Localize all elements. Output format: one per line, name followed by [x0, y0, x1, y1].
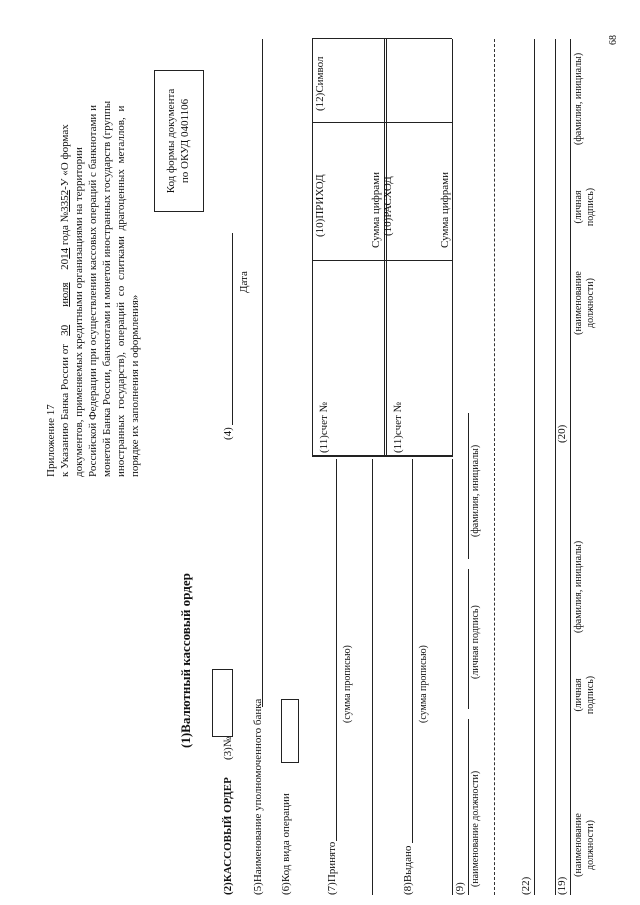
field-19-signature-caption-l1: (личная — [573, 678, 584, 712]
bank-name-line[interactable] — [262, 39, 263, 707]
appendix-month: июля — [59, 282, 71, 307]
appendix-year-prefix: 20 — [59, 258, 71, 270]
field-9-name-caption: (фамилия, инициалы) — [470, 444, 481, 537]
accounts-grid — [312, 39, 452, 457]
grid-middle-line — [384, 39, 385, 457]
page-number: 68 — [608, 35, 619, 45]
amount-digits-caption-expense: Сумма цифрами — [439, 171, 451, 248]
field-9-position-line[interactable] — [468, 719, 469, 895]
received-amount-line[interactable] — [336, 459, 337, 841]
appendix-number: 3352 — [59, 189, 71, 212]
okud-line-1: Код формы документа — [165, 88, 177, 194]
symbol-label: (12)Символ — [314, 56, 326, 111]
field-19-signature-caption-l2: подпись) — [585, 675, 596, 715]
field-20-signature-caption — [573, 177, 597, 237]
appendix-number-suffix: -У «О формах — [59, 124, 71, 190]
grid-top-border — [312, 39, 313, 457]
field-20-signature-caption-l1: (личная — [573, 190, 584, 224]
field-20-signature-caption-l2: подпись) — [585, 187, 596, 227]
field-22-line[interactable] — [534, 39, 535, 895]
field-19-position-caption-l2: должности) — [585, 820, 596, 870]
income-label: (10)ПРИХОД — [314, 174, 326, 237]
field-20-position-caption — [573, 261, 597, 345]
account-label-expense: (11)счет № — [392, 401, 404, 453]
operation-code-field[interactable] — [281, 699, 299, 763]
appendix-line-5: иностранных государств), операций со слитками драгоценных металлов, и — [115, 105, 127, 477]
okud-line-2: по ОКУД 0401106 — [179, 98, 191, 184]
cash-order-label: (2)КАССОВЫЙ ОРДЕР — [222, 777, 234, 895]
appendix-line-4: монетой Банка России, банкнотами и монетой иностранных государств (группы — [101, 100, 113, 477]
account-label-income: (11)счет № — [318, 401, 330, 453]
issued-amount-caption: (сумма прописью) — [418, 645, 429, 723]
appendix-header — [44, 23, 142, 477]
grid-bottom-border — [452, 39, 453, 457]
field-22-line-2[interactable] — [555, 39, 556, 895]
form-title: (1)Валютный кассовый ордер — [178, 573, 193, 748]
field-9-label: (9) — [454, 882, 466, 895]
issued-amount-line-2[interactable] — [452, 459, 453, 895]
grid-right-border — [312, 38, 452, 39]
field-9-name-line[interactable] — [468, 413, 469, 559]
appendix-title: Приложение 17 — [45, 404, 57, 477]
issued-amount-line[interactable] — [412, 459, 413, 843]
appendix-line-3: Российской Федерации при осуществлении кассовых операций с банкнотами и — [87, 105, 99, 477]
okud-code-box — [154, 70, 204, 212]
expense-label: (10)РАСХОД — [382, 176, 394, 236]
received-amount-line-2[interactable] — [372, 459, 373, 895]
appendix-line-2: документов, применяемых кредитными организациями на территории — [73, 147, 85, 477]
received-label: (7)Принято — [326, 841, 338, 895]
order-number-label: (3)№ — [222, 736, 234, 760]
appendix-line-6: порядке их заполнения и оформления» — [129, 294, 141, 477]
appendix-number-sign: № — [59, 211, 71, 223]
bank-name-label: (5)Наименование уполномоченного банка — [252, 698, 264, 895]
amount-digits-caption-income: Сумма цифрами — [370, 171, 382, 248]
field-9-signature-line[interactable] — [468, 569, 469, 709]
issued-label: (8)Выдано — [402, 845, 414, 895]
field-20-position-caption-l1: (наименование — [573, 271, 584, 335]
appendix-line-1 — [58, 23, 72, 477]
grid-left-border — [312, 455, 452, 457]
cut-separator — [494, 39, 495, 895]
signature-line-full[interactable] — [570, 39, 571, 895]
date-field-line[interactable] — [232, 233, 233, 425]
grid-divider-1 — [312, 260, 452, 261]
appendix-day: 30 — [59, 324, 71, 336]
field-19-position-caption — [573, 803, 597, 887]
field-9-signature-caption: (личная подпись) — [470, 605, 481, 679]
grid-middle-line-2 — [386, 39, 387, 457]
field-19-name-caption: (фамилия, инициалы) — [573, 540, 584, 633]
field-9-position-caption: (наименование должности) — [470, 770, 481, 887]
field-19-signature-caption — [573, 665, 597, 725]
field-20-label: (20) — [556, 424, 568, 443]
operation-code-label: (6)Код вида операции — [280, 793, 292, 895]
grid-divider-2 — [312, 122, 452, 123]
received-amount-caption: (сумма прописью) — [342, 645, 353, 723]
date-caption: Дата — [238, 271, 250, 293]
field-20-position-caption-l2: должности) — [585, 278, 596, 328]
appendix-year-word: года — [59, 225, 71, 246]
order-number-field[interactable] — [212, 669, 233, 737]
field-22-label: (22) — [520, 876, 532, 895]
field-20-name-caption: (фамилия, инициалы) — [573, 52, 584, 145]
appendix-line-1-text: к Указанию Банка России от — [59, 344, 71, 477]
appendix-year-suffix: 14 — [59, 247, 71, 259]
field-19-label: (19) — [556, 876, 568, 895]
field-19-position-caption-l1: (наименование — [573, 813, 584, 877]
date-field-label: (4) — [222, 427, 234, 440]
